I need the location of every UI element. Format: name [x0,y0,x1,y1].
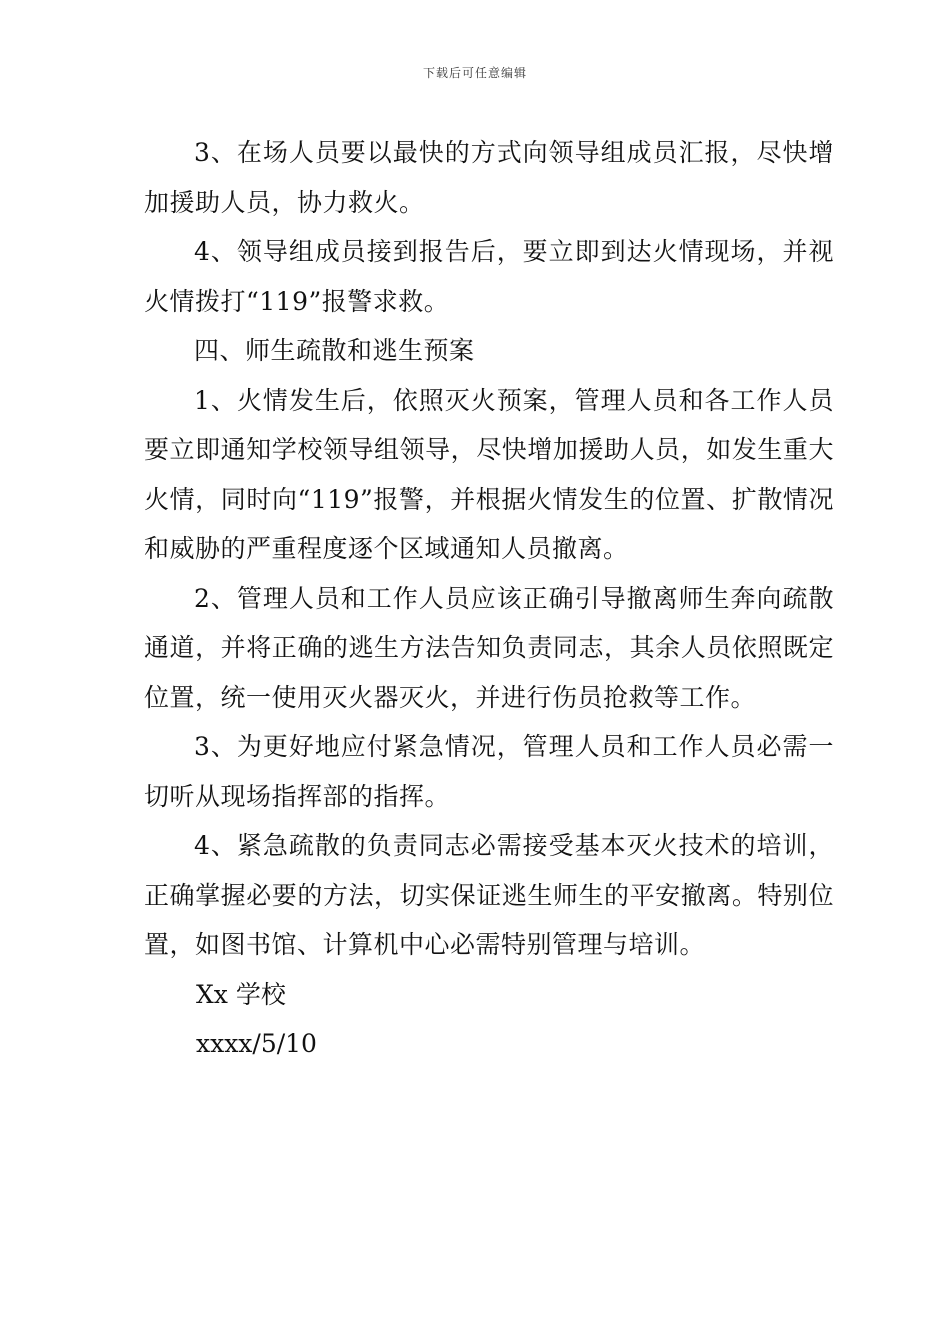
paragraph-follow-command: 3、为更好地应付紧急情况，管理人员和工作人员必需一切听从现场指挥部的指挥。 [144,732,834,811]
signature-org: Xx 学校 [196,979,286,1009]
header-note: 下载后可任意编辑 [422,66,527,80]
paragraph-training: 4、紧急疏散的负责同志必需接受基本灭火技术的培训，正确掌握必要的方法，切实保证逃生师生的平安撤离。特别位置，如图书馆、计算机中心必需特别管理与培训。 [144,831,834,959]
paragraph-notify-evacuate: 1、火情发生后，依照灭火预案，管理人员和各工作人员要立即通知学校领导组领导，尽快增加援助人员，如发生重大火情，同时向“119”报警，并根据火情发生的位置、扩散情况和威胁的严重程度逐个区域通知人员撤离。 [144,385,834,563]
document-body [144,128,834,1069]
section-heading-evacuation: 四、师生疏散和逃生预案 [194,336,475,365]
paragraph-guide-evacuation: 2、管理人员和工作人员应该正确引导撤离师生奔向疏散通道，并将正确的逃生方法告知负责同志，其余人员依照既定位置，统一使用灭火器灭火，并进行伤员抢救等工作。 [144,583,834,712]
paragraph-report-leaders: 3、在场人员要以最快的方式向领导组成员汇报，尽快增加援助人员，协力救火。 [144,138,834,217]
signature-date: xxxx/5/10 [196,1029,317,1058]
paragraph-call-119: 4、领导组成员接到报告后，要立即到达火情现场，并视火情拨打“119”报警求救。 [144,237,834,316]
